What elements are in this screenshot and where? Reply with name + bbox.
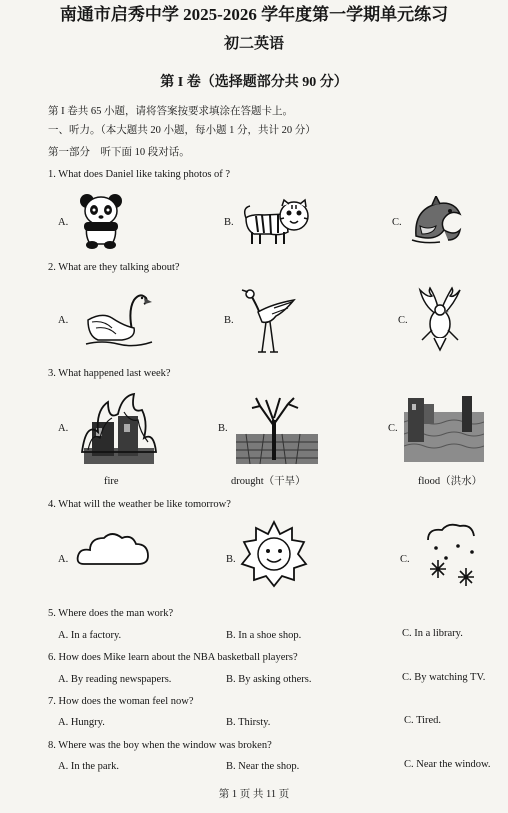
option-label: A. In a factory. xyxy=(58,630,122,641)
question-text: 7. How does the woman feel now? xyxy=(48,696,194,707)
question-text: 2. What are they talking about? xyxy=(48,262,180,273)
instruction-line: 第 I 卷共 65 小题，请将答案按要求填涂在答题卡上。 xyxy=(48,106,293,117)
question-text: 6. How does Mike learn about the NBA basketball players? xyxy=(48,652,298,663)
option-label: B. Near the shop. xyxy=(226,761,300,772)
page-subtitle: 初二英语 xyxy=(223,36,284,52)
option-label: A. Hungry. xyxy=(58,717,105,728)
option-label: C. Tired. xyxy=(404,715,442,726)
option-label: A. xyxy=(58,217,69,228)
option-label: B. xyxy=(224,217,234,228)
option-label: B. xyxy=(226,554,236,565)
option-label: C. By watching TV. xyxy=(402,672,486,683)
option-label: C. xyxy=(388,423,398,434)
section-heading: 第 I 卷（选择题部分共 90 分） xyxy=(160,75,348,90)
option-label: C. xyxy=(400,554,410,565)
question-text: 4. What will the weather be like tomorrow? xyxy=(48,499,231,510)
question-text: 8. Where was the boy when the window was broken? xyxy=(48,740,272,751)
page-number: 第 1 页 共 11 页 xyxy=(218,789,290,800)
option-label: B. xyxy=(218,423,228,434)
option-label: C. Near the window. xyxy=(404,759,491,770)
option-label: C. xyxy=(392,217,402,228)
instruction-line: 第一部分 听下面 10 段对话。 xyxy=(48,147,190,158)
picture-caption: flood（洪水） xyxy=(418,476,483,487)
picture-caption: fire xyxy=(104,476,119,487)
option-label: A. xyxy=(58,423,69,434)
page-title: 南通市启秀中学 2025-2026 学年度第一学期单元练习 xyxy=(59,5,449,24)
fire-icon xyxy=(78,392,160,468)
option-label: B. By asking others. xyxy=(226,674,312,685)
panda-icon xyxy=(78,192,124,250)
option-label: B. xyxy=(224,315,234,326)
cloud-icon xyxy=(76,530,152,570)
instruction-line: 一、听力。（本大题共 20 小题，每小题 1 分，共计 20 分） xyxy=(48,125,316,136)
snow-icon xyxy=(424,522,482,592)
picture-caption: drought（干旱） xyxy=(231,476,306,487)
option-label: A. xyxy=(58,315,69,326)
crane-icon xyxy=(240,286,300,354)
option-label: C. xyxy=(398,315,408,326)
swan-icon xyxy=(82,290,154,348)
option-label: C. In a library. xyxy=(402,628,463,639)
option-label: B. In a shoe shop. xyxy=(226,630,302,641)
eagle-icon xyxy=(414,286,466,352)
option-label: A. xyxy=(58,554,69,565)
dolphin-icon xyxy=(410,196,464,246)
question-text: 1. What does Daniel like taking photos of ? xyxy=(48,169,231,180)
option-label: B. Thirsty. xyxy=(226,717,271,728)
question-text: 3. What happened last week? xyxy=(48,368,171,379)
option-label: A. In the park. xyxy=(58,761,119,772)
question-text: 5. Where does the man work? xyxy=(48,608,174,619)
sun-icon xyxy=(240,520,308,588)
drought-icon xyxy=(236,394,318,464)
option-label: A. By reading newspapers. xyxy=(58,674,172,685)
flood-icon xyxy=(404,392,484,462)
tiger-icon xyxy=(240,198,310,246)
